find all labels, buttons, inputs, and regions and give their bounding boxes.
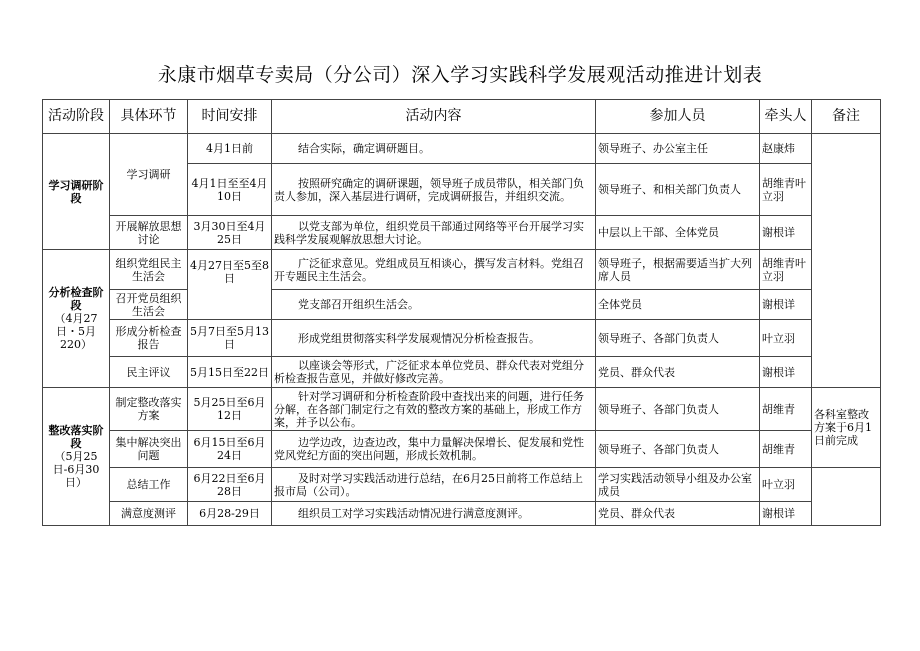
step-cell: 组织党组民主生活会 — [110, 250, 188, 290]
participants-cell: 领导班子、办公室主任 — [596, 134, 760, 164]
header-remark: 备注 — [812, 100, 881, 134]
stage-cell-3 — [43, 388, 110, 526]
stage-name: 学习调研阶段 — [48, 178, 104, 205]
header-row — [43, 100, 881, 134]
stage-period: （5月25日-6月30日） — [52, 450, 100, 489]
leader-cell: 胡维青叶立羽 — [760, 164, 812, 216]
participants-cell: 领导班子、各部门负责人 — [596, 320, 760, 357]
participants-cell: 领导班子，根据需要适当扩大列席人员 — [596, 250, 760, 290]
leader-cell: 谢根详 — [760, 502, 812, 526]
table-row — [43, 290, 881, 320]
leader-cell: 叶立羽 — [760, 468, 812, 502]
step-cell: 满意度测评 — [110, 502, 188, 526]
time-cell: 5月25日至6月12日 — [188, 388, 272, 431]
participants-cell: 党员、群众代表 — [596, 502, 760, 526]
header-leader: 牵头人 — [760, 100, 812, 134]
time-cell: 5月15日至22日 — [188, 357, 272, 388]
step-cell: 开展解放思想讨论 — [110, 216, 188, 250]
step-cell: 民主评议 — [110, 357, 188, 388]
step-cell: 制定整改落实方案 — [110, 388, 188, 431]
participants-cell: 全体党员 — [596, 290, 760, 320]
time-cell: 4月1日前 — [188, 134, 272, 164]
plan-table — [42, 99, 881, 526]
leader-cell: 胡维青 — [760, 431, 812, 468]
content-cell: 党支部召开组织生活会。 — [272, 290, 596, 320]
table-row — [43, 468, 881, 502]
content-cell: 形成党组贯彻落实科学发展观情况分析检查报告。 — [272, 320, 596, 357]
participants-cell: 领导班子、各部门负责人 — [596, 388, 760, 431]
stage-name: 整改落实阶段 — [48, 424, 104, 450]
step-cell: 召开党员组织生活会 — [110, 290, 188, 320]
page-title: 永康市烟草专卖局（分公司）深入学习实践科学发展观活动推进计划表 — [157, 64, 763, 86]
header-content: 活动内容 — [272, 100, 596, 134]
time-cell: 6月15日至6月24日 — [188, 431, 272, 468]
content-cell: 及时对学习实践活动进行总结，在6月25日前将工作总结上报市局（公司）。 — [272, 468, 596, 502]
content-cell: 组织员工对学习实践活动情况进行满意度测评。 — [272, 502, 596, 526]
content-cell: 边学边改，边查边改，集中力量解决保增长、促发展和党性党风党纪方面的突出问题，形成长效机制。 — [272, 431, 596, 468]
step-cell: 总结工作 — [110, 468, 188, 502]
leader-cell: 谢根详 — [760, 290, 812, 320]
leader-cell: 叶立羽 — [760, 320, 812, 357]
step-cell: 集中解决突出问题 — [110, 431, 188, 468]
participants-cell: 学习实践活动领导小组及办公室成员 — [596, 468, 760, 502]
remark-cell — [812, 134, 881, 388]
step-cell: 学习调研 — [110, 134, 188, 216]
content-cell: 针对学习调研和分析检查阶段中查找出来的问题，进行任务分解，在各部门制定行之有效的整改方案的基础上，形成工作方案，并予以公布。 — [272, 388, 596, 431]
stage-cell-2 — [43, 250, 110, 388]
participants-cell: 中层以上干部、全体党员 — [596, 216, 760, 250]
leader-cell: 谢根详 — [760, 357, 812, 388]
header-participants: 参加人员 — [596, 100, 760, 134]
remark-cell: 各科室整改方案于6月1日前完成 — [812, 388, 881, 468]
time-cell: 6月22日至6月28日 — [188, 468, 272, 502]
time-cell: 6月28-29日 — [188, 502, 272, 526]
table-row — [43, 431, 881, 468]
remark-cell — [812, 468, 881, 526]
stage-period: （4月27日・5月220） — [54, 312, 98, 351]
time-cell: 5月7日至5月13日 — [188, 320, 272, 357]
content-cell: 按照研究确定的调研课题，领导班子成员带队，相关部门负责人参加，深入基层进行调研，完成调研报告，并组织交流。 — [272, 164, 596, 216]
leader-cell: 谢根详 — [760, 216, 812, 250]
participants-cell: 党员、群众代表 — [596, 357, 760, 388]
header-stage: 活动阶段 — [43, 100, 110, 134]
content-cell: 广泛征求意见。党组成员互相谈心，撰写发言材料。党组召开专题民主生活会。 — [272, 250, 596, 290]
table-row — [43, 216, 881, 250]
participants-cell: 领导班子、各部门负责人 — [596, 431, 760, 468]
table-row — [43, 502, 881, 526]
table-row — [43, 134, 881, 164]
header-step: 具体环节 — [110, 100, 188, 134]
table-row — [43, 250, 881, 290]
participants-cell: 领导班子、和相关部门负责人 — [596, 164, 760, 216]
time-cell: 4月27日至5至8日 — [188, 250, 272, 320]
content-cell: 以座谈会等形式，广泛征求本单位党员、群众代表对党组分析检查报告意见，并做好修改完善。 — [272, 357, 596, 388]
table-row — [43, 357, 881, 388]
leader-cell: 胡维青叶立羽 — [760, 250, 812, 290]
time-cell: 3月30日至4月25日 — [188, 216, 272, 250]
content-cell: 结合实际，确定调研题目。 — [272, 134, 596, 164]
table-row — [43, 388, 881, 431]
leader-cell: 赵康炜 — [760, 134, 812, 164]
stage-cell-1 — [43, 134, 110, 250]
header-time: 时间安排 — [188, 100, 272, 134]
content-cell: 以党支部为单位，组织党员干部通过网络等平台开展学习实践科学发展观解放思想大讨论。 — [272, 216, 596, 250]
table-row — [43, 320, 881, 357]
stage-name: 分析检查阶段 — [48, 286, 104, 312]
leader-cell: 胡维青 — [760, 388, 812, 431]
step-cell: 形成分析检查报告 — [110, 320, 188, 357]
time-cell: 4月1日至至4月10日 — [188, 164, 272, 216]
